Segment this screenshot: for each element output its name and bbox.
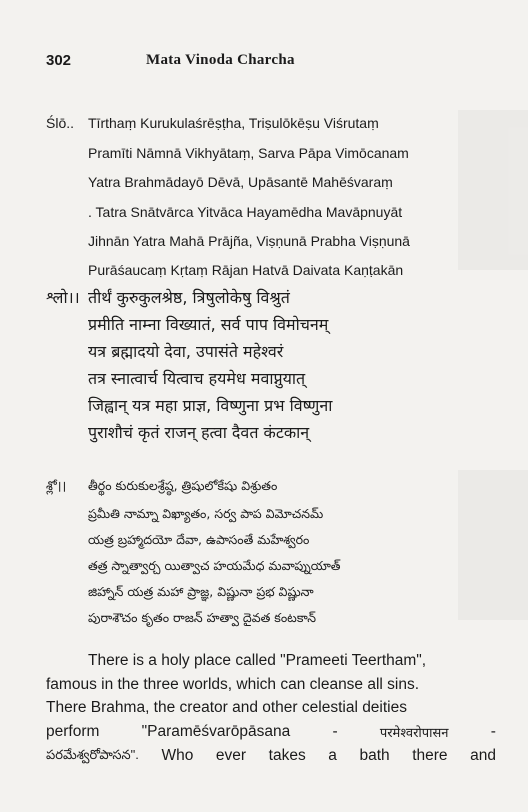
prose-word: there [412, 747, 448, 764]
prose-word: - [490, 723, 496, 740]
verse-line: పురాశౌచం కృతం రాజన్ హత్వా దైవత కంటకాన్ [88, 610, 316, 625]
bleed-through-shadow [458, 470, 528, 620]
prose-word: Who [161, 747, 194, 764]
prose-line: famous in the three worlds, which can cleanse all sins. [46, 676, 420, 693]
verse-line: తీర్థం కురుకులశ్రేష్ఠ, త్రిషులోకేషు విశ్రుతం [88, 478, 278, 493]
prose-line: There is a holy place called "Prameeti Teertham", [88, 652, 427, 669]
prose-line [46, 747, 496, 766]
verse-line: Purāśaucaṃ Kṛtaṃ Rājan Hatvā Daivata Kaṇṭakān [88, 262, 404, 278]
verse-line: पुराशौचं कृतं राजन् हत्वा दैवत कंटकान् [88, 423, 310, 442]
verse-label: Ślō.. [46, 115, 75, 131]
prose-word: perform [46, 723, 100, 740]
verse-line: జిహ్నాన్ యత్ర మహా ప్రాజ్ఞ, విష్ణునా ప్రభ విష్ణునా [88, 584, 314, 599]
prose-word: takes [268, 747, 306, 764]
page-header [46, 52, 508, 72]
verse-line: ప్రమీతి నామ్నా విఖ్యాతం, సర్వ పాప విమోచనమ్ [88, 506, 324, 521]
prose-word: పరమేశ్వరోపాసన". [46, 747, 139, 762]
verse-line: . Tatra Snātvārca Yitvāca Hayamēdha Mavāpnuyāt [88, 204, 403, 220]
bleed-through-shadow [458, 110, 528, 270]
prose-word: and [470, 747, 496, 764]
verse-line: యత్ర బ్రహ్మాదయో దేవా, ఉపాసంతే మహేశ్వరం [88, 532, 310, 547]
verse-line: తత్ర స్నాత్వార్చ యిత్వాచ హయమేధ మవాప్నుయాత్ [88, 558, 341, 573]
verse-label: श्लो।। [46, 288, 80, 307]
prose-word: a [328, 747, 337, 764]
prose-line [46, 723, 496, 741]
verse-line: प्रमीति नाम्ना विख्यातं, सर्व पाप विमोचनम् [88, 315, 329, 334]
verse-line: Pramīti Nāmnā Vikhyātaṃ, Sarva Pāpa Vimōcanam [88, 145, 409, 161]
verse-line: यत्र ब्रह्मादयो देवा, उपासंते महेश्वरं [88, 342, 284, 361]
verse-line: तीर्थं कुरुकुलश्रेष्ठ, त्रिषुलोकेषु विश्रुतं [88, 288, 290, 307]
prose-word: "Paramēśvarōpāsana [141, 723, 291, 740]
verse-line: Jihnān Yatra Mahā Prājña, Viṣṇunā Prabha Viṣṇunā [88, 233, 410, 249]
prose-word: ever [215, 747, 247, 764]
prose-word: bath [359, 747, 390, 764]
verse-label: శ్లో।। [46, 478, 67, 493]
verse-line: जिह्वान् यत्र महा प्राज्ञ, विष्णुना प्रभ विष्णुना [88, 396, 333, 415]
prose-word: - [332, 723, 338, 740]
verse-line: Tīrthaṃ Kurukulaśrēṣṭha, Triṣulōkēṣu Viśrutaṃ [88, 115, 379, 131]
page-number: 302 [46, 52, 72, 69]
running-title: Mata Vinoda Charcha [146, 52, 295, 68]
prose-line: There Brahma, the creator and other celestial deities [46, 699, 407, 716]
verse-line: Yatra Brahmādayō Dēvā, Upāsantē Mahēśvaraṃ [88, 174, 393, 190]
verse-line: तत्र स्नात्वार्च यित्वाच हयमेध मवाप्नुयात् [88, 369, 306, 388]
prose-word: परमेश्वरोपासन [379, 725, 449, 740]
